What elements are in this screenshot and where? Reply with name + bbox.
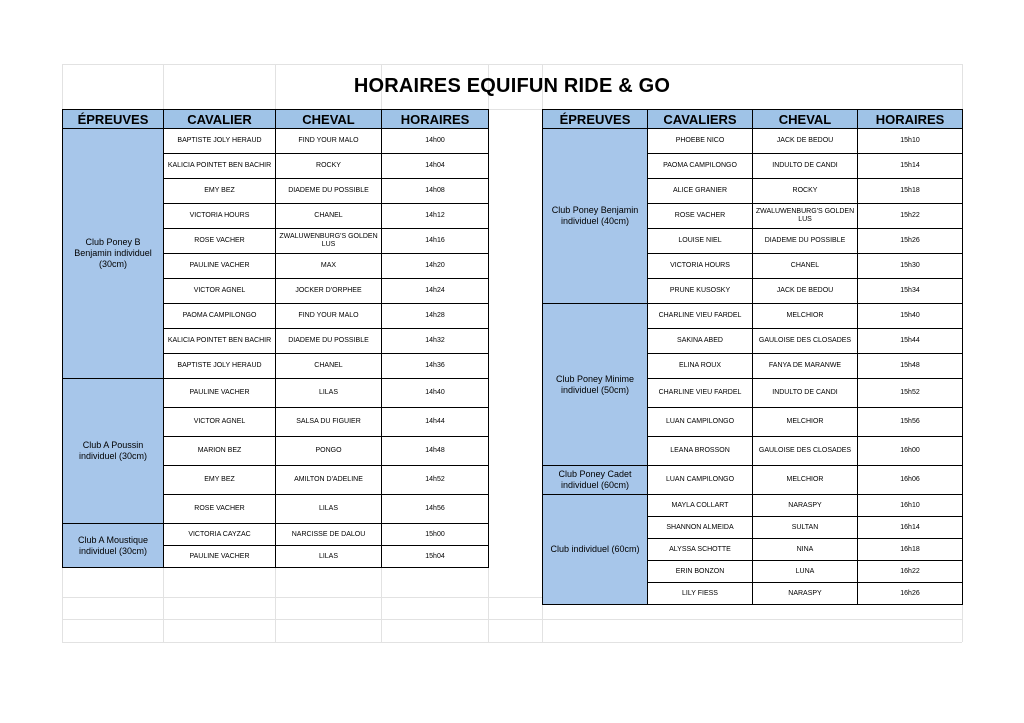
horse-cell: LILAS (276, 495, 382, 524)
rider-cell: VICTOR AGNEL (164, 408, 276, 437)
time-cell: 15h18 (858, 179, 963, 204)
header-cavaliers: CAVALIERS (648, 110, 753, 129)
time-cell: 15h48 (858, 354, 963, 379)
time-cell: 15h56 (858, 408, 963, 437)
rider-cell: PAULINE VACHER (164, 379, 276, 408)
table-row (543, 304, 963, 329)
time-cell: 15h14 (858, 154, 963, 179)
time-cell: 14h56 (382, 495, 489, 524)
table-row (63, 524, 489, 546)
time-cell: 14h12 (382, 204, 489, 229)
horse-cell: CHANEL (276, 354, 382, 379)
time-cell: 15h22 (858, 204, 963, 229)
horse-cell: ROCKY (276, 154, 382, 179)
header-cavalier: CAVALIER (164, 110, 276, 129)
horse-cell: CHANEL (753, 254, 858, 279)
time-cell: 15h34 (858, 279, 963, 304)
header-row (63, 110, 489, 129)
rider-cell: CHARLINE VIEU FARDEL (648, 304, 753, 329)
page-title: HORAIRES EQUIFUN RIDE & GO (353, 75, 671, 97)
horse-cell: NARASPY (753, 495, 858, 517)
rider-cell: MAYLA COLLART (648, 495, 753, 517)
horse-cell: DIADEME DU POSSIBLE (276, 329, 382, 354)
horse-cell: NINA (753, 539, 858, 561)
horse-cell: SALSA DU FIGUIER (276, 408, 382, 437)
horse-cell: FANYA DE MARANWE (753, 354, 858, 379)
time-cell: 15h40 (858, 304, 963, 329)
horse-cell: JACK DE BEDOU (753, 279, 858, 304)
time-cell: 14h32 (382, 329, 489, 354)
gridline (62, 64, 962, 65)
rider-cell: PHOEBE NICO (648, 129, 753, 154)
horse-cell: NARCISSE DE DALOU (276, 524, 382, 546)
rider-cell: EMY BEZ (164, 466, 276, 495)
horse-cell: JACK DE BEDOU (753, 129, 858, 154)
time-cell: 16h06 (858, 466, 963, 495)
rider-cell: LILY FIESS (648, 583, 753, 605)
time-cell: 15h52 (858, 379, 963, 408)
horse-cell: FIND YOUR MALO (276, 304, 382, 329)
rider-cell: LUAN CAMPILONGO (648, 466, 753, 495)
horse-cell: ROCKY (753, 179, 858, 204)
rider-cell: PAOMA CAMPILONGO (164, 304, 276, 329)
event-cell: Club A Moustique individuel (30cm) (63, 524, 164, 568)
time-cell: 14h24 (382, 279, 489, 304)
time-cell: 14h28 (382, 304, 489, 329)
rider-cell: ROSE VACHER (164, 495, 276, 524)
horse-cell: SULTAN (753, 517, 858, 539)
time-cell: 14h44 (382, 408, 489, 437)
horse-cell: MELCHIOR (753, 466, 858, 495)
horse-cell: INDULTO DE CANDI (753, 379, 858, 408)
table-row (543, 129, 963, 154)
table-row (63, 129, 489, 154)
rider-cell: CHARLINE VIEU FARDEL (648, 379, 753, 408)
rider-cell: ROSE VACHER (648, 204, 753, 229)
horse-cell: JOCKER D'ORPHEE (276, 279, 382, 304)
time-cell: 15h30 (858, 254, 963, 279)
time-cell: 15h44 (858, 329, 963, 354)
rider-cell: PAULINE VACHER (164, 254, 276, 279)
horse-cell: LILAS (276, 379, 382, 408)
time-cell: 14h20 (382, 254, 489, 279)
rider-cell: VICTORIA HOURS (164, 204, 276, 229)
rider-cell: KALICIA POINTET BEN BACHIR (164, 154, 276, 179)
time-cell: 16h22 (858, 561, 963, 583)
time-cell: 14h40 (382, 379, 489, 408)
rider-cell: ELINA ROUX (648, 354, 753, 379)
event-cell: Club Poney Minime individuel (50cm) (543, 304, 648, 466)
horse-cell: ZWALUWENBURG'S GOLDEN LUS (276, 229, 382, 254)
table-row (543, 495, 963, 517)
time-cell: 16h00 (858, 437, 963, 466)
rider-cell: KALICIA POINTET BEN BACHIR (164, 329, 276, 354)
right-schedule-table (542, 109, 963, 605)
header-horaires: HORAIRES (382, 110, 489, 129)
time-cell: 14h00 (382, 129, 489, 154)
header-cheval: CHEVAL (276, 110, 382, 129)
rider-cell: BAPTISTE JOLY HERAUD (164, 129, 276, 154)
gridline (62, 642, 962, 643)
header-row (543, 110, 963, 129)
rider-cell: SAKINA ABED (648, 329, 753, 354)
rider-cell: ALYSSA SCHOTTE (648, 539, 753, 561)
rider-cell: ERIN BONZON (648, 561, 753, 583)
rider-cell: ROSE VACHER (164, 229, 276, 254)
time-cell: 15h04 (382, 546, 489, 568)
time-cell: 16h18 (858, 539, 963, 561)
rider-cell: ALICE GRANIER (648, 179, 753, 204)
event-cell: Club individuel (60cm) (543, 495, 648, 605)
event-cell: Club Poney B Benjamin individuel (30cm) (63, 129, 164, 379)
horse-cell: FIND YOUR MALO (276, 129, 382, 154)
time-cell: 14h08 (382, 179, 489, 204)
time-cell: 16h26 (858, 583, 963, 605)
time-cell: 14h52 (382, 466, 489, 495)
horse-cell: GAULOISE DES CLOSADES (753, 329, 858, 354)
event-cell: Club Poney Cadet individuel (60cm) (543, 466, 648, 495)
event-cell: Club Poney Benjamin individuel (40cm) (543, 129, 648, 304)
header-horaires: HORAIRES (858, 110, 963, 129)
horse-cell: NARASPY (753, 583, 858, 605)
horse-cell: DIADEME DU POSSIBLE (753, 229, 858, 254)
table-row (543, 466, 963, 495)
horse-cell: CHANEL (276, 204, 382, 229)
horse-cell: INDULTO DE CANDI (753, 154, 858, 179)
horse-cell: MELCHIOR (753, 408, 858, 437)
horse-cell: LUNA (753, 561, 858, 583)
rider-cell: LUAN CAMPILONGO (648, 408, 753, 437)
time-cell: 16h14 (858, 517, 963, 539)
time-cell: 14h04 (382, 154, 489, 179)
horse-cell: LILAS (276, 546, 382, 568)
rider-cell: PRUNE KUSOSKY (648, 279, 753, 304)
gridline (62, 619, 962, 620)
horse-cell: GAULOISE DES CLOSADES (753, 437, 858, 466)
table-row (63, 379, 489, 408)
rider-cell: PAOMA CAMPILONGO (648, 154, 753, 179)
rider-cell: SHANNON ALMEIDA (648, 517, 753, 539)
header-epreuves: ÉPREUVES (543, 110, 648, 129)
horse-cell: PONGO (276, 437, 382, 466)
rider-cell: VICTOR AGNEL (164, 279, 276, 304)
rider-cell: EMY BEZ (164, 179, 276, 204)
time-cell: 15h00 (382, 524, 489, 546)
event-cell: Club A Poussin individuel (30cm) (63, 379, 164, 524)
header-epreuves: ÉPREUVES (63, 110, 164, 129)
rider-cell: LOUISE NIEL (648, 229, 753, 254)
horse-cell: MAX (276, 254, 382, 279)
horse-cell: ZWALUWENBURG'S GOLDEN LUS (753, 204, 858, 229)
rider-cell: PAULINE VACHER (164, 546, 276, 568)
rider-cell: MARION BEZ (164, 437, 276, 466)
horse-cell: DIADEME DU POSSIBLE (276, 179, 382, 204)
time-cell: 14h36 (382, 354, 489, 379)
time-cell: 14h48 (382, 437, 489, 466)
horse-cell: MELCHIOR (753, 304, 858, 329)
time-cell: 14h16 (382, 229, 489, 254)
time-cell: 15h26 (858, 229, 963, 254)
rider-cell: VICTORIA HOURS (648, 254, 753, 279)
rider-cell: LEANA BROSSON (648, 437, 753, 466)
header-cheval: CHEVAL (753, 110, 858, 129)
time-cell: 16h10 (858, 495, 963, 517)
horse-cell: AMILTON D'ADELINE (276, 466, 382, 495)
time-cell: 15h10 (858, 129, 963, 154)
rider-cell: BAPTISTE JOLY HERAUD (164, 354, 276, 379)
rider-cell: VICTORIA CAYZAC (164, 524, 276, 546)
left-schedule-table (62, 109, 489, 568)
